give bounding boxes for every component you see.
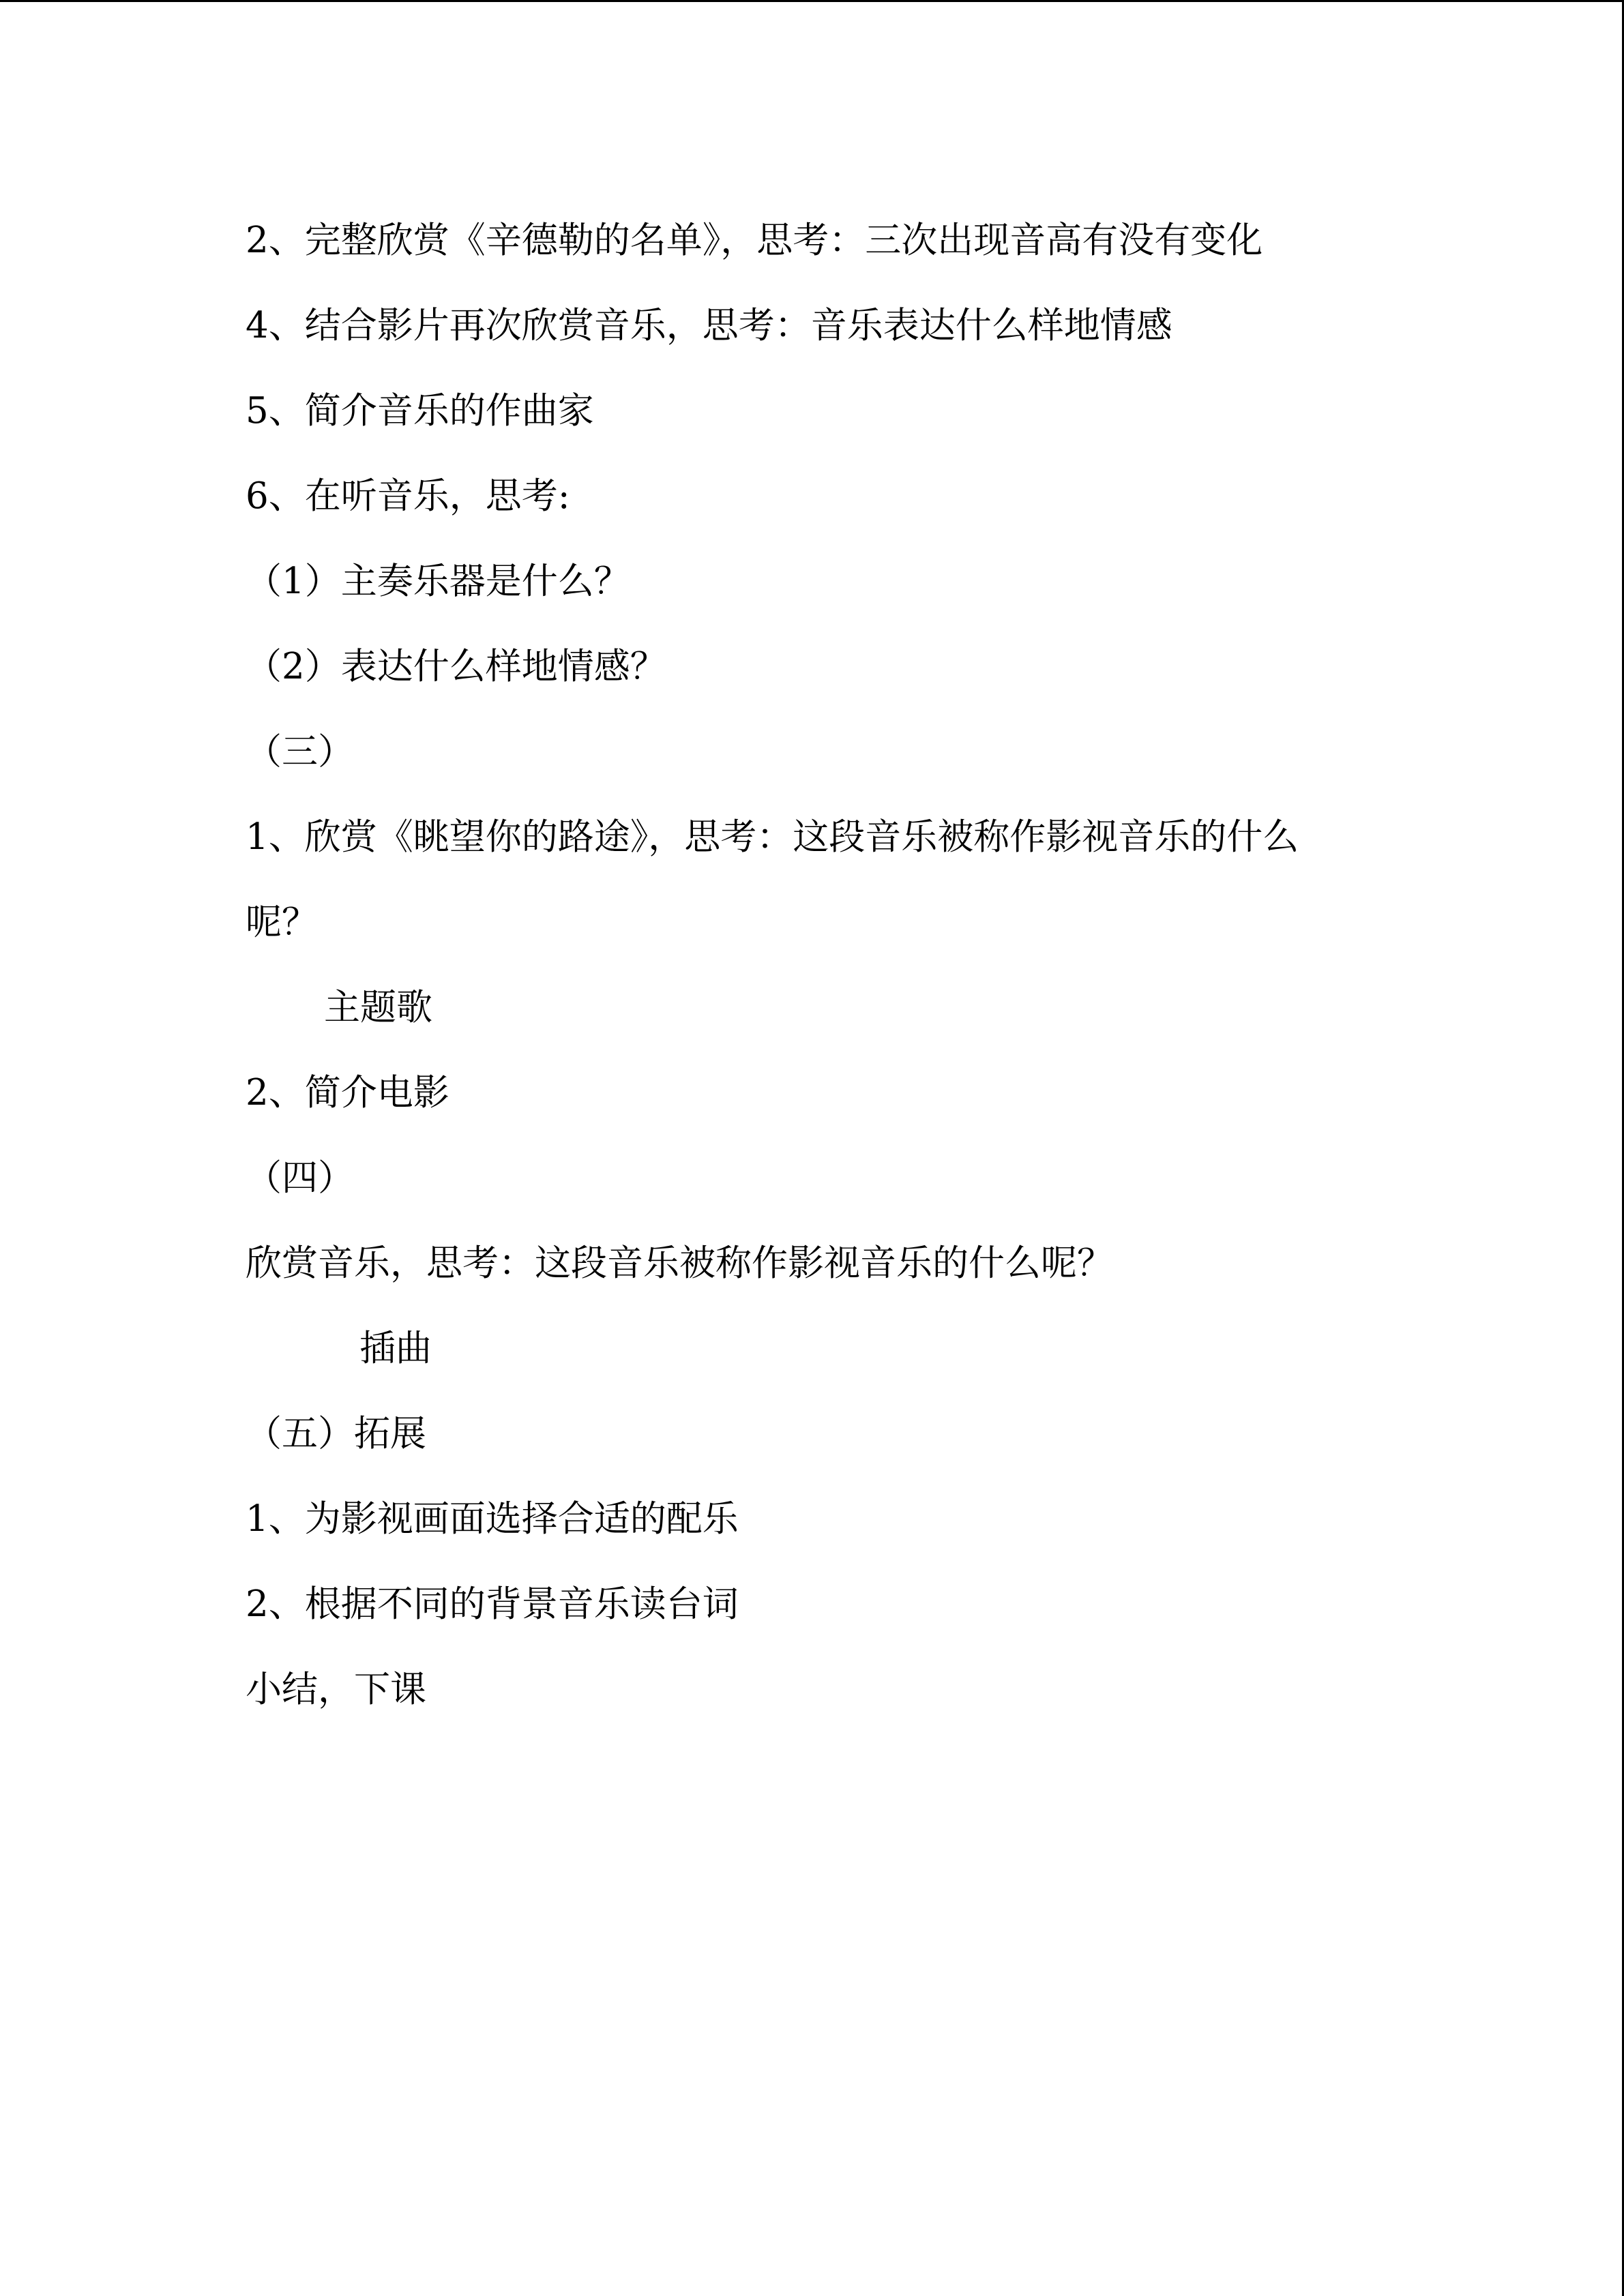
paragraph-line: 欣赏音乐，思考：这段音乐被称作影视音乐的什么呢？ xyxy=(246,1242,1113,1284)
section-heading: （三） xyxy=(246,731,354,773)
paragraph-line: 1、欣赏《眺望你的路途》，思考：这段音乐被称作影视音乐的什么 xyxy=(246,816,1299,858)
paragraph-line: （1）主奏乐器是什么？ xyxy=(246,561,630,602)
paragraph-line: 呢？ xyxy=(246,901,318,943)
paragraph-line: 6、在听音乐，思考: xyxy=(246,475,570,517)
paragraph-line: 2、根据不同的背景音乐读台词 xyxy=(246,1583,739,1625)
section-heading: （五）拓展 xyxy=(246,1413,426,1455)
paragraph-line: 小结，下课 xyxy=(246,1669,426,1710)
paragraph-line: 2、简介电影 xyxy=(246,1072,449,1114)
section-heading: （四） xyxy=(246,1157,354,1199)
paragraph-line: 2、完整欣赏《辛德勒的名单》，思考：三次出现音高有没有变化 xyxy=(246,220,1263,261)
answer-line: 主题歌 xyxy=(324,987,432,1028)
answer-line: 插曲 xyxy=(359,1328,432,1369)
paragraph-line: （2）表达什么样地情感？ xyxy=(246,646,666,687)
paragraph-line: 1、为影视画面选择合适的配乐 xyxy=(246,1498,739,1540)
paragraph-line: 4、结合影片再次欣赏音乐，思考：音乐表达什么样地情感 xyxy=(246,305,1172,346)
paragraph-line: 5、简介音乐的作曲家 xyxy=(246,390,594,432)
